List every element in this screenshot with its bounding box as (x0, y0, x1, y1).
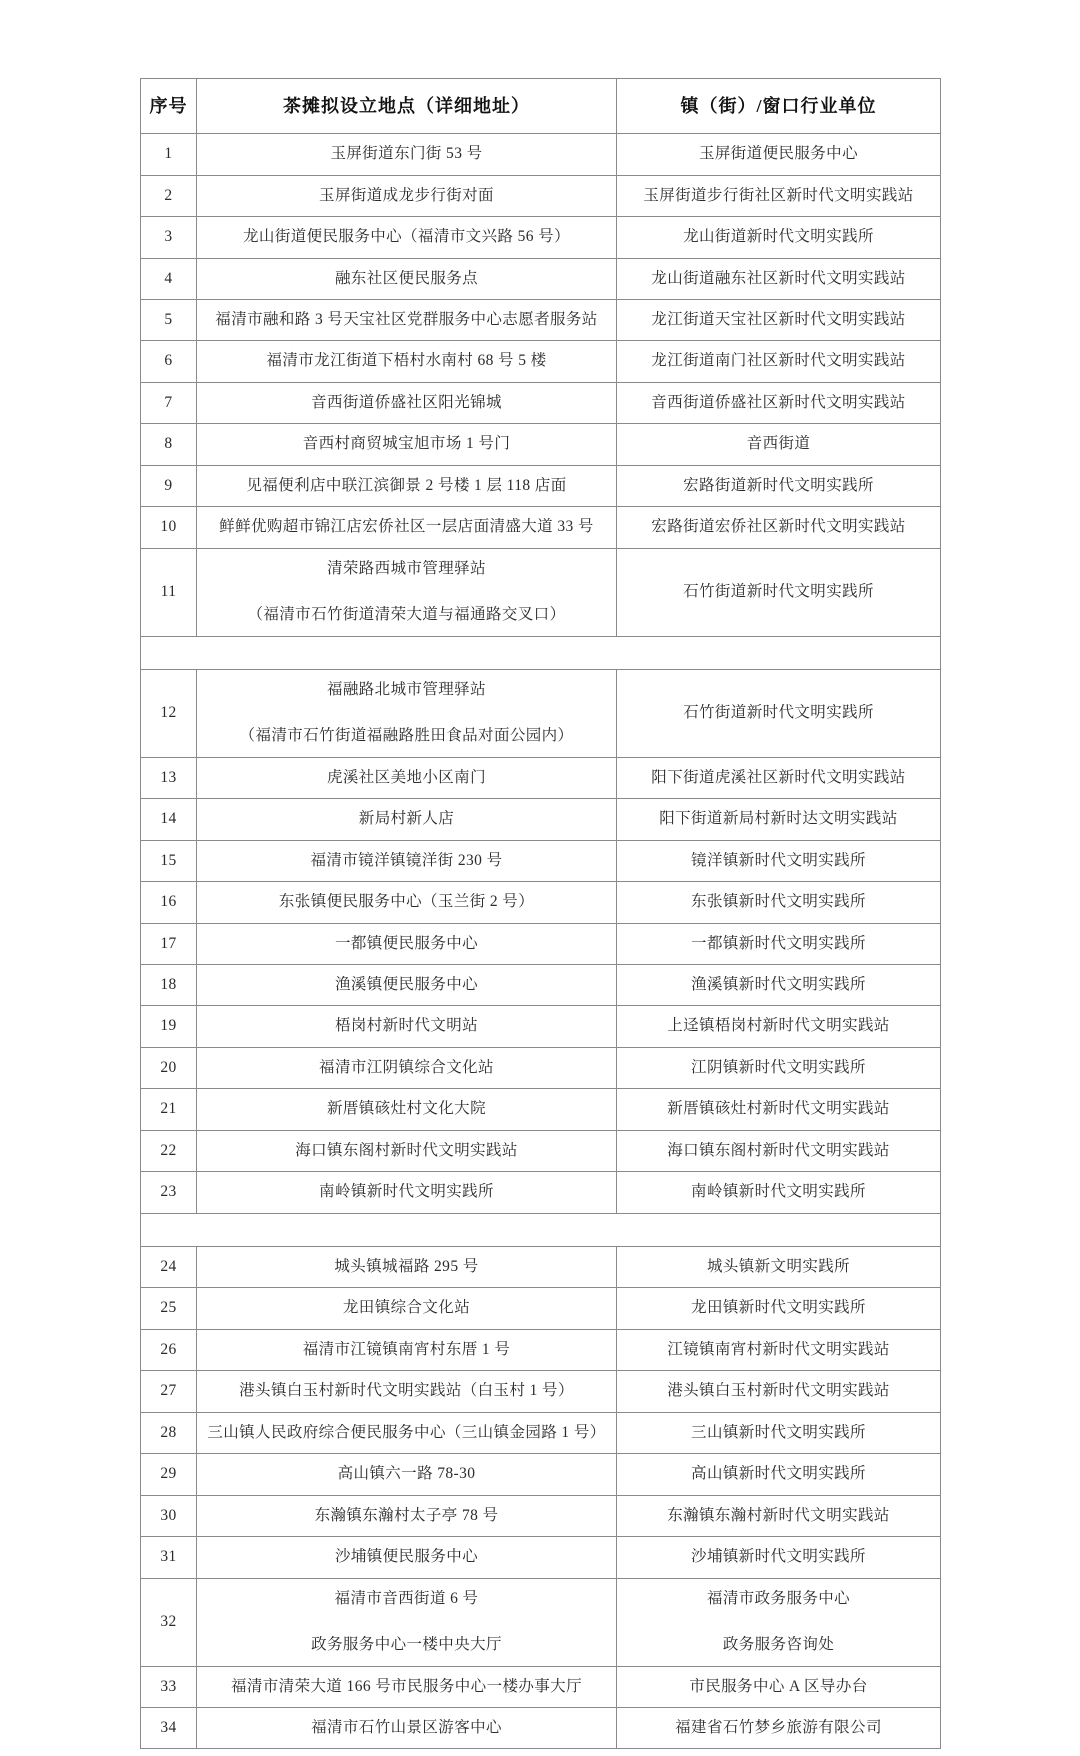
cell-address-line: 龙田镇综合文化站 (342, 1299, 471, 1317)
cell-index: 11 (141, 548, 197, 636)
cell-unit-line: 东张镇新时代文明实践所 (691, 893, 866, 911)
cell-unit-line: 龙田镇新时代文明实践所 (691, 1299, 866, 1317)
table-row (141, 1172, 941, 1213)
cell-unit-line: 阳下街道虎溪社区新时代文明实践站 (651, 768, 906, 786)
cell-unit (617, 923, 941, 964)
cell-address-line: 玉屏街道成龙步行街对面 (319, 186, 494, 204)
cell-address (197, 669, 617, 757)
cell-unit-line: 龙江街道天宝社区新时代文明实践站 (651, 310, 906, 328)
table-row (141, 1130, 941, 1171)
cell-unit (617, 840, 941, 881)
cell-index: 20 (141, 1047, 197, 1088)
cell-address-line: 东瀚镇东瀚村太子亭 78 号 (314, 1506, 499, 1524)
cell-index: 29 (141, 1454, 197, 1495)
cell-address-line: 东张镇便民服务中心（玉兰街 2 号） (278, 893, 535, 911)
cell-address (197, 1371, 617, 1412)
cell-address (197, 134, 617, 175)
cell-index: 12 (141, 669, 197, 757)
table-row (141, 923, 941, 964)
cell-address (197, 1047, 617, 1088)
cell-unit-line: 政务服务咨询处 (722, 1636, 835, 1654)
table-row (141, 1047, 941, 1088)
cell-address (197, 507, 617, 548)
cell-index: 33 (141, 1666, 197, 1707)
table-row (141, 424, 941, 465)
cell-address-line: 音西村商贸城宝旭市场 1 号门 (302, 435, 511, 453)
cell-index: 9 (141, 465, 197, 506)
cell-unit (617, 1454, 941, 1495)
cell-index: 24 (141, 1246, 197, 1287)
cell-address-line: （福清市石竹街道清荣大道与福通路交叉口） (247, 606, 566, 624)
cell-address-line: 高山镇六一路 78-30 (337, 1465, 476, 1483)
cell-address-line: 鲜鲜优购超市锦江店宏侨社区一层店面清盛大道 33 号 (219, 518, 594, 536)
cell-unit-line: 音西街道侨盛社区新时代文明实践站 (651, 393, 906, 411)
cell-address-line: 玉屏街道东门街 53 号 (330, 145, 483, 163)
table-row (141, 1537, 941, 1578)
cell-address-line: 新厝镇硋灶村文化大院 (326, 1100, 486, 1118)
cell-index: 10 (141, 507, 197, 548)
cell-unit (617, 1089, 941, 1130)
cell-unit (617, 548, 941, 636)
cell-index: 3 (141, 217, 197, 258)
table-row (141, 669, 941, 757)
cell-unit-line: 福建省石竹梦乡旅游有限公司 (675, 1718, 882, 1736)
cell-unit-line: 东瀚镇东瀚村新时代文明实践站 (667, 1506, 890, 1524)
cell-address (197, 1329, 617, 1370)
cell-unit (617, 1130, 941, 1171)
cell-address (197, 1006, 617, 1047)
cell-address (197, 424, 617, 465)
cell-unit-line: 玉屏街道步行街社区新时代文明实践站 (643, 186, 914, 204)
cell-address (197, 1246, 617, 1287)
cell-unit-line: 音西街道 (746, 435, 811, 453)
cell-unit (617, 1412, 941, 1453)
cell-address-line: 梧岗村新时代文明站 (334, 1017, 479, 1035)
cell-address (197, 465, 617, 506)
cell-address (197, 882, 617, 923)
cell-index: 26 (141, 1329, 197, 1370)
cell-unit (617, 217, 941, 258)
cell-index: 25 (141, 1288, 197, 1329)
cell-address (197, 1130, 617, 1171)
cell-unit (617, 1006, 941, 1047)
cell-index: 15 (141, 840, 197, 881)
cell-index: 17 (141, 923, 197, 964)
table-row (141, 1089, 941, 1130)
table-row (141, 217, 941, 258)
cell-index: 27 (141, 1371, 197, 1412)
cell-address-line: 海口镇东阁村新时代文明实践站 (295, 1141, 518, 1159)
cell-address (197, 799, 617, 840)
cell-unit-line: 上迳镇梧岗村新时代文明实践站 (667, 1017, 890, 1035)
table-row (141, 757, 941, 798)
table-row (141, 1371, 941, 1412)
cell-address-line: 三山镇人民政府综合便民服务中心（三山镇金园路 1 号） (207, 1423, 606, 1441)
cell-unit (617, 1172, 941, 1213)
cell-index: 19 (141, 1006, 197, 1047)
table-row (141, 1666, 941, 1707)
cell-address-line: 音西街道侨盛社区阳光锦城 (311, 393, 502, 411)
table-row (141, 507, 941, 548)
cell-address-line: 见福便利店中联江滨御景 2 号楼 1 层 118 店面 (246, 476, 567, 494)
cell-unit (617, 341, 941, 382)
cell-unit (617, 1288, 941, 1329)
cell-address-line: 渔溪镇便民服务中心 (334, 976, 479, 993)
cell-address (197, 757, 617, 798)
table-row (141, 799, 941, 840)
column-header-index: 序号 (141, 79, 197, 134)
table-row (141, 1006, 941, 1047)
cell-unit (617, 1047, 941, 1088)
block-separator-cell (141, 1213, 941, 1246)
cell-address-line: 新局村新人店 (358, 810, 455, 828)
cell-address-line: 融东社区便民服务点 (334, 269, 479, 287)
cell-unit-line: 城头镇新文明实践所 (706, 1257, 851, 1275)
cell-unit-line: 新厝镇硋灶村新时代文明实践站 (667, 1100, 890, 1118)
cell-address-line: 福清市清荣大道 166 号市民服务中心一楼办事大厅 (230, 1677, 582, 1695)
column-header-address: 茶摊拟设立地点（详细地址） (197, 79, 617, 134)
table-row (141, 1288, 941, 1329)
cell-index: 23 (141, 1172, 197, 1213)
table-header-row (141, 79, 941, 134)
cell-index: 28 (141, 1412, 197, 1453)
cell-unit (617, 1495, 941, 1536)
cell-address-line: 沙埔镇便民服务中心 (334, 1548, 479, 1566)
cell-address (197, 1454, 617, 1495)
table-row (141, 134, 941, 175)
cell-address (197, 175, 617, 216)
table-body (141, 134, 941, 1749)
cell-unit-line: 福清市政务服务中心 (706, 1589, 851, 1607)
cell-index: 7 (141, 382, 197, 423)
cell-unit (617, 1578, 941, 1666)
cell-address-line: 政务服务中心一楼中央大厅 (311, 1636, 502, 1654)
cell-unit (617, 669, 941, 757)
cell-unit (617, 258, 941, 299)
cell-unit-line: 江镜镇南宵村新时代文明实践站 (667, 1340, 890, 1358)
cell-unit (617, 382, 941, 423)
cell-unit (617, 1707, 941, 1748)
cell-unit (617, 465, 941, 506)
table-row (141, 965, 941, 1006)
table-row (141, 1454, 941, 1495)
cell-address-line: 福清市镜洋镇镜洋街 230 号 (310, 851, 503, 869)
table-row (141, 1495, 941, 1536)
cell-unit (617, 1329, 941, 1370)
tea-stall-locations-table (140, 78, 941, 1749)
table-row (141, 341, 941, 382)
table-row (141, 258, 941, 299)
table-row (141, 1329, 941, 1370)
table-row (141, 175, 941, 216)
cell-unit-line: 一都镇新时代文明实践所 (691, 934, 866, 952)
table-block-separator (141, 1213, 941, 1246)
cell-address (197, 840, 617, 881)
cell-index: 1 (141, 134, 197, 175)
table-row (141, 299, 941, 340)
cell-address (197, 1089, 617, 1130)
cell-index: 34 (141, 1707, 197, 1748)
cell-index: 22 (141, 1130, 197, 1171)
table-row (141, 382, 941, 423)
column-header-unit: 镇（街）/窗口行业单位 (617, 79, 941, 134)
cell-address (197, 1707, 617, 1748)
cell-address (197, 1578, 617, 1666)
cell-address-line: 城头镇城福路 295 号 (334, 1257, 479, 1275)
cell-unit-line: 龙江街道南门社区新时代文明实践站 (651, 352, 906, 370)
cell-index: 18 (141, 965, 197, 1006)
cell-unit-line: 龙山街道新时代文明实践所 (683, 228, 874, 246)
cell-unit (617, 965, 941, 1006)
cell-address-line: 一都镇便民服务中心 (334, 934, 479, 952)
table-row (141, 1707, 941, 1748)
block-separator-cell (141, 636, 941, 669)
cell-address-line: 南岭镇新时代文明实践所 (319, 1183, 494, 1201)
cell-address-line: 福清市江镜镇南宵村东厝 1 号 (302, 1340, 511, 1358)
cell-address-line: 福清市融和路 3 号天宝社区党群服务中心志愿者服务站 (215, 310, 598, 328)
cell-index: 16 (141, 882, 197, 923)
table-container (140, 78, 940, 1749)
table-header (141, 79, 941, 134)
cell-unit-line: 高山镇新时代文明实践所 (691, 1465, 866, 1483)
cell-unit (617, 799, 941, 840)
cell-unit (617, 175, 941, 216)
cell-unit-line: 三山镇新时代文明实践所 (691, 1423, 866, 1441)
cell-unit-line: 港头镇白玉村新时代文明实践站 (667, 1382, 890, 1400)
cell-index: 4 (141, 258, 197, 299)
cell-unit (617, 1371, 941, 1412)
cell-index: 21 (141, 1089, 197, 1130)
cell-unit (617, 757, 941, 798)
cell-unit (617, 424, 941, 465)
cell-unit-line: 镜洋镇新时代文明实践所 (691, 851, 866, 869)
cell-unit-line: 南岭镇新时代文明实践所 (691, 1183, 866, 1201)
cell-unit-line: 渔溪镇新时代文明实践所 (691, 976, 866, 993)
table-row (141, 1246, 941, 1287)
cell-unit-line: 江阴镇新时代文明实践所 (691, 1058, 866, 1076)
table-row (141, 840, 941, 881)
cell-address-line: 福清市江阴镇综合文化站 (319, 1058, 494, 1076)
cell-unit (617, 1537, 941, 1578)
cell-unit (617, 1246, 941, 1287)
table-row (141, 465, 941, 506)
cell-address (197, 258, 617, 299)
cell-address-line: 福清市龙江街道下梧村水南村 68 号 5 楼 (266, 352, 547, 370)
cell-address (197, 965, 617, 1006)
cell-unit-line: 石竹街道新时代文明实践所 (683, 583, 874, 601)
cell-unit-line: 石竹街道新时代文明实践所 (683, 703, 874, 721)
cell-unit-line: 阳下街道新局村新时达文明实践站 (659, 810, 898, 828)
cell-address-line: 福融路北城市管理驿站 (326, 680, 486, 698)
cell-address (197, 382, 617, 423)
cell-address (197, 341, 617, 382)
table-row (141, 548, 941, 636)
cell-address (197, 1172, 617, 1213)
cell-address (197, 1412, 617, 1453)
cell-index: 8 (141, 424, 197, 465)
cell-index: 13 (141, 757, 197, 798)
cell-index: 14 (141, 799, 197, 840)
cell-index: 6 (141, 341, 197, 382)
cell-unit (617, 1666, 941, 1707)
cell-address (197, 217, 617, 258)
cell-address-line: 港头镇白玉村新时代文明实践站（白玉村 1 号） (239, 1382, 574, 1400)
cell-index: 32 (141, 1578, 197, 1666)
cell-unit (617, 507, 941, 548)
cell-unit (617, 299, 941, 340)
cell-index: 2 (141, 175, 197, 216)
cell-unit-line: 宏路街道新时代文明实践所 (683, 476, 874, 494)
cell-address (197, 1666, 617, 1707)
cell-address (197, 1495, 617, 1536)
cell-address-line: 清荣路西城市管理驿站 (326, 559, 486, 577)
cell-address (197, 299, 617, 340)
table-block-separator (141, 636, 941, 669)
cell-address (197, 923, 617, 964)
cell-unit-line: 玉屏街道便民服务中心 (698, 145, 858, 163)
cell-unit (617, 134, 941, 175)
table-row (141, 1412, 941, 1453)
cell-address-line: 福清市音西街道 6 号 (334, 1589, 479, 1607)
cell-address-line: 福清市石竹山景区游客中心 (311, 1718, 502, 1736)
cell-address-line: （福清市石竹街道福融路胜田食品对面公园内） (239, 727, 574, 745)
cell-unit-line: 沙埔镇新时代文明实践所 (691, 1548, 866, 1566)
cell-unit (617, 882, 941, 923)
cell-address (197, 1537, 617, 1578)
cell-index: 5 (141, 299, 197, 340)
cell-address (197, 1288, 617, 1329)
cell-address-line: 虎溪社区美地小区南门 (326, 768, 486, 786)
table-row (141, 882, 941, 923)
table-row (141, 1578, 941, 1666)
cell-address (197, 548, 617, 636)
cell-unit-line: 宏路街道宏侨社区新时代文明实践站 (651, 518, 906, 536)
cell-address-line: 龙山街道便民服务中心（福清市文兴路 56 号） (243, 228, 570, 246)
cell-unit-line: 市民服务中心 A 区导办台 (689, 1677, 868, 1695)
cell-unit-line: 龙山街道融东社区新时代文明实践站 (651, 269, 906, 287)
cell-index: 31 (141, 1537, 197, 1578)
cell-index: 30 (141, 1495, 197, 1536)
cell-unit-line: 海口镇东阁村新时代文明实践站 (667, 1141, 890, 1159)
